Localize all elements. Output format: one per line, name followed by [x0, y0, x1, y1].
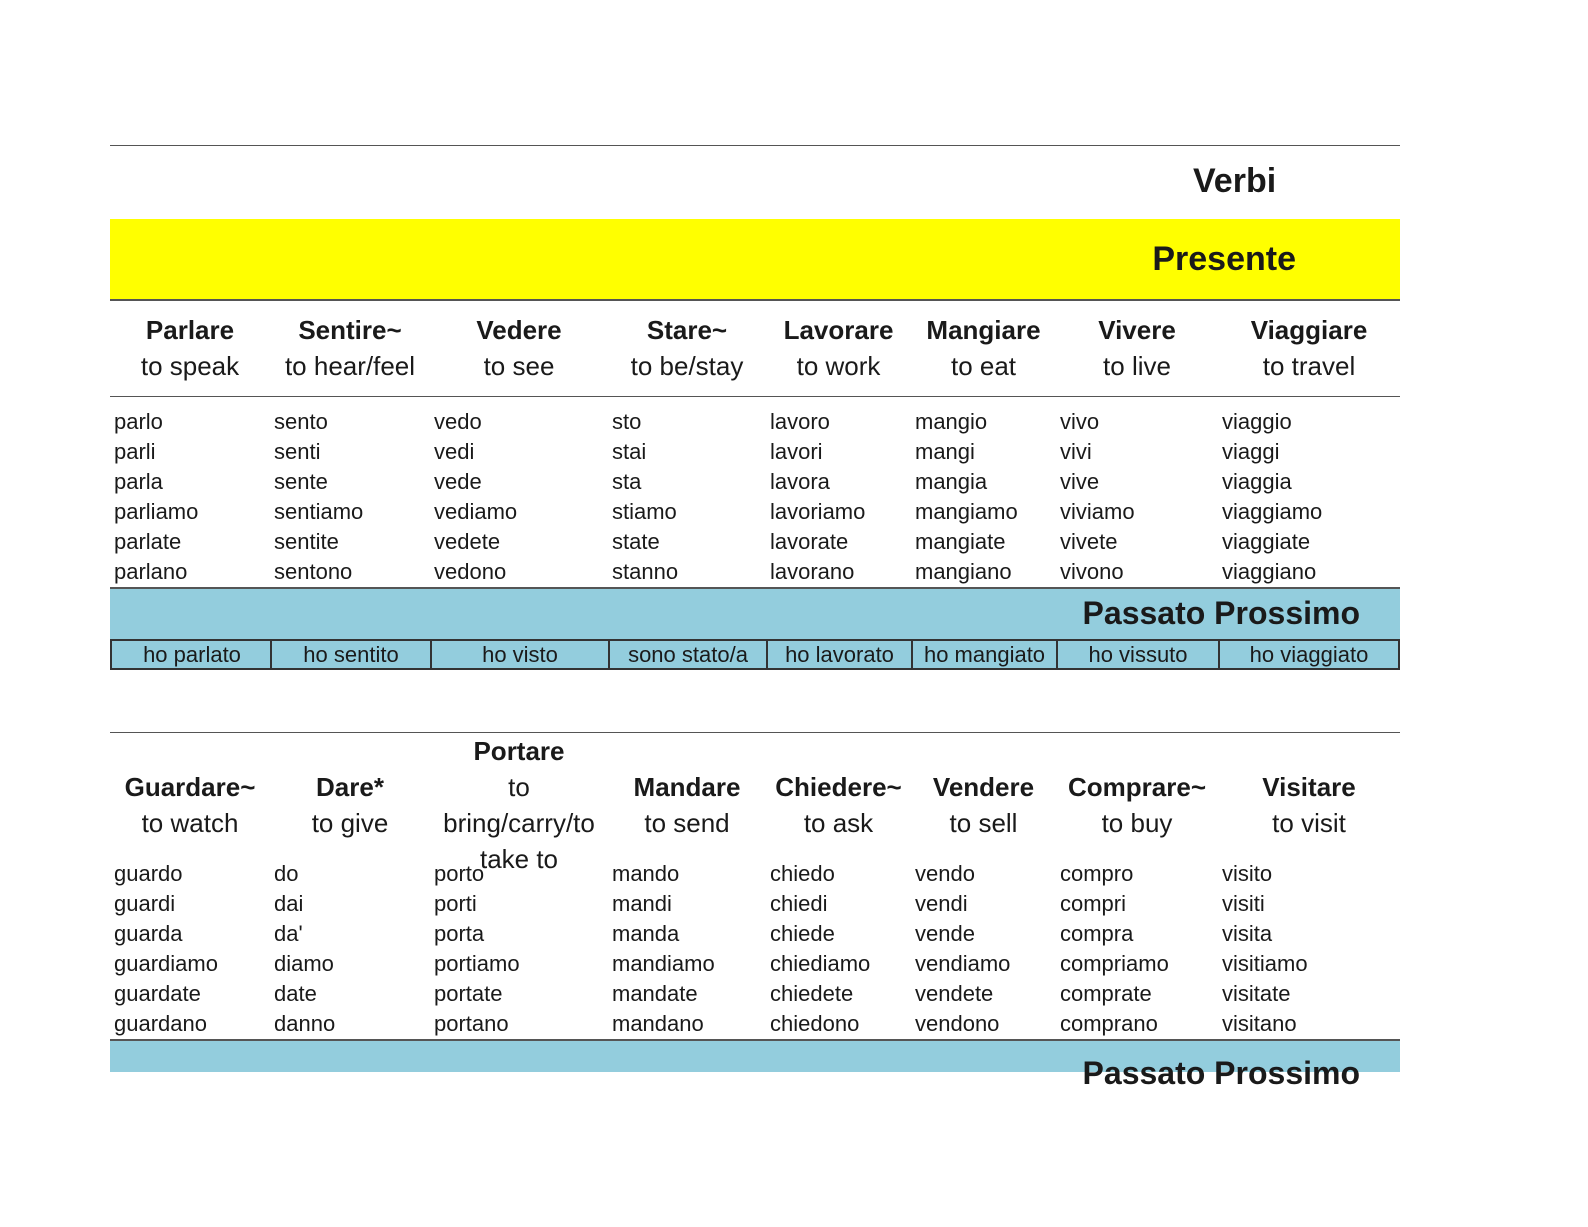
conjugated-form: compro [1060, 861, 1134, 886]
conjugated-form: stai [612, 439, 647, 464]
conjugated-form: comprate [1060, 981, 1152, 1006]
conjugated-form: viaggiate [1222, 529, 1311, 554]
verb-infinitive: Vedere [476, 315, 562, 345]
conjugated-form: viaggiamo [1222, 499, 1323, 524]
section2-past-band [110, 1039, 1400, 1091]
passato-prossimo-cell-viaggiare: ho viaggiato [1218, 641, 1398, 668]
conjugated-form: vivi [1060, 439, 1092, 464]
conjugation-column-dare [274, 859, 430, 1039]
conjugated-form: mandiamo [612, 951, 715, 976]
section1-past-band [110, 587, 1400, 639]
conjugated-form: chiediamo [770, 951, 871, 976]
verb-header-vedere [430, 312, 608, 384]
conjugation-column-mandare [612, 859, 766, 1039]
verb-header-stare [608, 312, 766, 384]
conjugation-column-portare [434, 859, 608, 1039]
conjugated-form: parlo [114, 409, 163, 434]
verb-infinitive: Guardare~ [124, 772, 256, 802]
passato-prossimo-cell-vivere: ho vissuto [1056, 641, 1218, 668]
conjugated-form: lavorano [770, 559, 855, 584]
verb-translation: to travel [1262, 351, 1356, 381]
verb-infinitive: Dare* [316, 772, 384, 802]
conjugated-form: visitiamo [1222, 951, 1308, 976]
passato-prossimo-cell-lavorare: ho lavorato [766, 641, 911, 668]
conjugated-form: sentono [274, 559, 353, 584]
conjugated-form: lavori [770, 439, 823, 464]
conjugated-form: vedi [434, 439, 475, 464]
conjugated-form: vivono [1060, 559, 1124, 584]
passato-prossimo-cell-stare: sono stato/a [608, 641, 766, 668]
conjugated-form: parli [114, 439, 156, 464]
conjugated-form: parlano [114, 559, 188, 584]
conjugated-form: diamo [274, 951, 334, 976]
conjugation-column-comprare [1060, 859, 1218, 1039]
conjugated-form: chiedete [770, 981, 854, 1006]
conjugated-form: mando [612, 861, 680, 886]
conjugated-form: comprano [1060, 1011, 1158, 1036]
conjugated-form: state [612, 529, 660, 554]
passato-prossimo-cell-mangiare: ho mangiato [911, 641, 1056, 668]
conjugated-form: stanno [612, 559, 679, 584]
section1-header-rule [110, 396, 1400, 397]
conjugated-form: danno [274, 1011, 336, 1036]
conjugated-form: vivo [1060, 409, 1100, 434]
verb-translation: to work [796, 351, 881, 381]
conjugated-form: compri [1060, 891, 1127, 916]
verb-infinitive: Mandare [633, 772, 741, 802]
verb-header-mandare [608, 769, 766, 841]
conjugated-form: visita [1222, 921, 1273, 946]
conjugated-form: mandi [612, 891, 672, 916]
conjugated-form: viaggi [1222, 439, 1280, 464]
conjugated-form: vedono [434, 559, 507, 584]
verb-header-visitare [1218, 769, 1400, 841]
conjugated-form: visitate [1222, 981, 1291, 1006]
conjugated-form: vendono [915, 1011, 1000, 1036]
conjugation-column-vedere [434, 407, 608, 587]
conjugated-form: chiedo [770, 861, 835, 886]
conjugated-form: vendete [915, 981, 994, 1006]
verb-header-chiedere [766, 769, 911, 841]
conjugated-form: date [274, 981, 317, 1006]
verb-translation: to bring/carry/to take to [443, 772, 595, 874]
page-title: Verbi [1193, 162, 1277, 200]
conjugated-form: lavorate [770, 529, 849, 554]
verb-translation: to live [1103, 351, 1171, 381]
verb-translation: to see [483, 351, 555, 381]
conjugated-form: compriamo [1060, 951, 1169, 976]
verb-translation: to ask [803, 808, 874, 838]
conjugation-column-parlare [114, 407, 270, 587]
verb-infinitive: Viaggiare [1250, 315, 1368, 345]
conjugation-column-chiedere [770, 859, 911, 1039]
passato-prossimo-cell-sentire: ho sentito [270, 641, 430, 668]
conjugated-form: mangiate [915, 529, 1006, 554]
conjugated-form: porto [434, 861, 485, 886]
conjugation-column-stare [612, 407, 766, 587]
verb-header-comprare [1056, 769, 1218, 841]
verb-infinitive: Stare~ [646, 315, 728, 345]
section1-past-label: Passato Prossimo [1082, 595, 1360, 631]
verb-translation: to sell [949, 808, 1018, 838]
conjugated-form: sta [612, 469, 642, 494]
conjugated-form: visitano [1222, 1011, 1297, 1036]
conjugated-form: vede [434, 469, 482, 494]
conjugated-form: vendiamo [915, 951, 1011, 976]
verb-infinitive: Portare [473, 736, 565, 766]
verb-header-mangiare [911, 312, 1056, 384]
conjugated-form: chiedi [770, 891, 828, 916]
conjugated-form: viaggio [1222, 409, 1292, 434]
conjugated-form: parla [114, 469, 163, 494]
conjugated-form: sente [274, 469, 328, 494]
conjugated-form: portiamo [434, 951, 520, 976]
conjugated-form: lavora [770, 469, 830, 494]
passato-prossimo-cell-vedere: ho visto [430, 641, 608, 668]
conjugated-form: dai [274, 891, 304, 916]
verb-translation: to be/stay [630, 351, 744, 381]
conjugation-column-viaggiare [1222, 407, 1400, 587]
conjugated-form: porta [434, 921, 485, 946]
verb-header-vendere [911, 769, 1056, 841]
conjugated-form: mandano [612, 1011, 704, 1036]
conjugated-form: guardi [114, 891, 176, 916]
conjugated-form: mangio [915, 409, 988, 434]
section2-conjugation-grid [110, 859, 1400, 1039]
verb-header-sentire [270, 312, 430, 384]
present-tense-label: Presente [1152, 240, 1296, 278]
conjugated-form: do [274, 861, 299, 886]
verb-infinitive: Lavorare [783, 315, 894, 345]
conjugated-form: parlate [114, 529, 182, 554]
conjugation-column-mangiare [915, 407, 1056, 587]
verb-translation: to send [644, 808, 730, 838]
verb-translation: to eat [950, 351, 1017, 381]
conjugated-form: viaggiano [1222, 559, 1317, 584]
conjugated-form: guardo [114, 861, 183, 886]
conjugation-column-vivere [1060, 407, 1218, 587]
passato-prossimo-row [110, 639, 1400, 670]
conjugated-form: mangiamo [915, 499, 1018, 524]
verb-header-viaggiare [1218, 312, 1400, 384]
conjugated-form: vendo [915, 861, 975, 886]
conjugated-form: sentite [274, 529, 339, 554]
verb-header-vivere [1056, 312, 1218, 384]
section1-conjugation-grid [110, 407, 1400, 587]
verb-infinitive: Comprare~ [1068, 772, 1206, 802]
conjugated-form: guardano [114, 1011, 207, 1036]
conjugated-form: mangiano [915, 559, 1012, 584]
conjugated-form: vive [1060, 469, 1100, 494]
verb-header-lavorare [766, 312, 911, 384]
conjugated-form: guarda [114, 921, 183, 946]
conjugated-form: vedete [434, 529, 501, 554]
top-rule [110, 145, 1400, 146]
verb-infinitive: Chiedere~ [775, 772, 902, 802]
conjugated-form: sto [612, 409, 642, 434]
verb-header-portare [430, 733, 608, 877]
verb-translation: to speak [140, 351, 240, 381]
conjugated-form: mandate [612, 981, 698, 1006]
conjugated-form: vende [915, 921, 975, 946]
conjugation-column-lavorare [770, 407, 911, 587]
conjugated-form: mangi [915, 439, 975, 464]
verb-infinitive: Vendere [932, 772, 1035, 802]
conjugated-form: sento [274, 409, 328, 434]
conjugated-form: lavoro [770, 409, 830, 434]
verb-translation: to watch [141, 808, 239, 838]
verb-translation: to buy [1101, 808, 1173, 838]
verb-header-guardare [110, 769, 270, 841]
verb-infinitive: Mangiare [926, 315, 1041, 345]
conjugated-form: chiede [770, 921, 835, 946]
conjugation-column-guardare [114, 859, 270, 1039]
conjugated-form: guardiamo [114, 951, 218, 976]
verb-translation: to hear/feel [284, 351, 416, 381]
verb-translation: to visit [1272, 808, 1346, 838]
conjugated-form: stiamo [612, 499, 677, 524]
conjugated-form: lavoriamo [770, 499, 866, 524]
conjugation-column-vendere [915, 859, 1056, 1039]
conjugated-form: parliamo [114, 499, 199, 524]
conjugated-form: senti [274, 439, 321, 464]
conjugated-form: visito [1222, 861, 1273, 886]
verb-infinitive: Sentire~ [298, 315, 402, 345]
verb-header-dare [270, 769, 430, 841]
conjugated-form: chiedono [770, 1011, 860, 1036]
verb-translation: to give [311, 808, 389, 838]
verb-infinitive: Parlare [145, 315, 235, 345]
conjugated-form: portano [434, 1011, 509, 1036]
conjugated-form: vivete [1060, 529, 1118, 554]
conjugated-form: mangia [915, 469, 988, 494]
conjugated-form: da' [274, 921, 303, 946]
conjugation-column-visitare [1222, 859, 1400, 1039]
conjugated-form: guardate [114, 981, 201, 1006]
conjugation-column-sentire [274, 407, 430, 587]
conjugated-form: viviamo [1060, 499, 1135, 524]
conjugated-form: visiti [1222, 891, 1265, 916]
verb-header-parlare [110, 312, 270, 384]
conjugated-form: sentiamo [274, 499, 364, 524]
present-band [110, 219, 1400, 301]
verb-infinitive: Vivere [1098, 315, 1176, 345]
conjugated-form: porti [434, 891, 477, 916]
conjugated-form: vedo [434, 409, 482, 434]
conjugated-form: compra [1060, 921, 1134, 946]
conjugated-form: vendi [915, 891, 968, 916]
verb-infinitive: Visitare [1262, 772, 1356, 802]
section1-verb-headers [110, 312, 1400, 404]
conjugated-form: manda [612, 921, 680, 946]
conjugated-form: portate [434, 981, 503, 1006]
section2-past-label: Passato Prossimo [1082, 1055, 1360, 1091]
conjugated-form: vediamo [434, 499, 518, 524]
conjugated-form: viaggia [1222, 469, 1292, 494]
passato-prossimo-cell-parlare: ho parlato [143, 642, 241, 667]
